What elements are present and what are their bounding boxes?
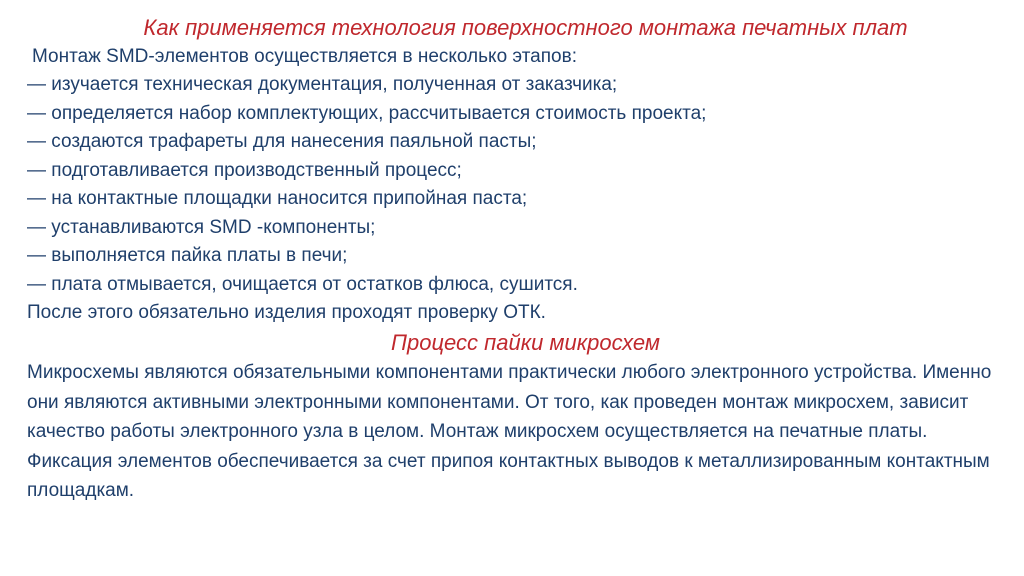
smd-conclusion-text: После этого обязательно изделия проходят проверку ОТК.: [27, 302, 546, 323]
smd-step-item: — определяется набор комплектующих, рассчитывается стоимость проекта;: [27, 102, 707, 124]
section-title-smd-technology: Как применяется технология поверхностного монтажа печатных плат: [143, 15, 908, 40]
smd-step-item: — плата отмывается, очищается от остатков флюса, сушится.: [27, 273, 578, 295]
smd-step-item: — подготавливается производственный процесс;: [27, 159, 462, 181]
smd-step-item: — выполняется пайка платы в печи;: [27, 245, 348, 266]
smd-step-item: — создаются трафареты для нанесения паяльной пасты;: [27, 131, 537, 152]
section-title-chip-soldering: Процесс пайки микросхем: [391, 330, 660, 355]
chip-soldering-paragraph: Микросхемы являются обязательными компонентами практически любого электронного устройства. Именно они являются активными электронными компонентами. От того, как проведен монтаж микросхем, зависит качество работы электронного узла в целом. Монтаж микросхем осуществляется на печатные платы. Фиксация элементов обеспечивается за счет припоя контактных выводов к металлизированным контактным площадкам.: [27, 362, 992, 501]
smd-step-item: — на контактные площадки наносится припойная паста;: [27, 188, 528, 209]
smd-intro-text: Монтаж SMD-элементов осуществляется в несколько этапов:: [32, 46, 577, 67]
smd-step-item: — устанавливаются SMD -компоненты;: [27, 216, 376, 238]
smd-steps-list: [27, 71, 1004, 299]
smd-step-item: — изучается техническая документация, полученная от заказчика;: [27, 74, 618, 95]
